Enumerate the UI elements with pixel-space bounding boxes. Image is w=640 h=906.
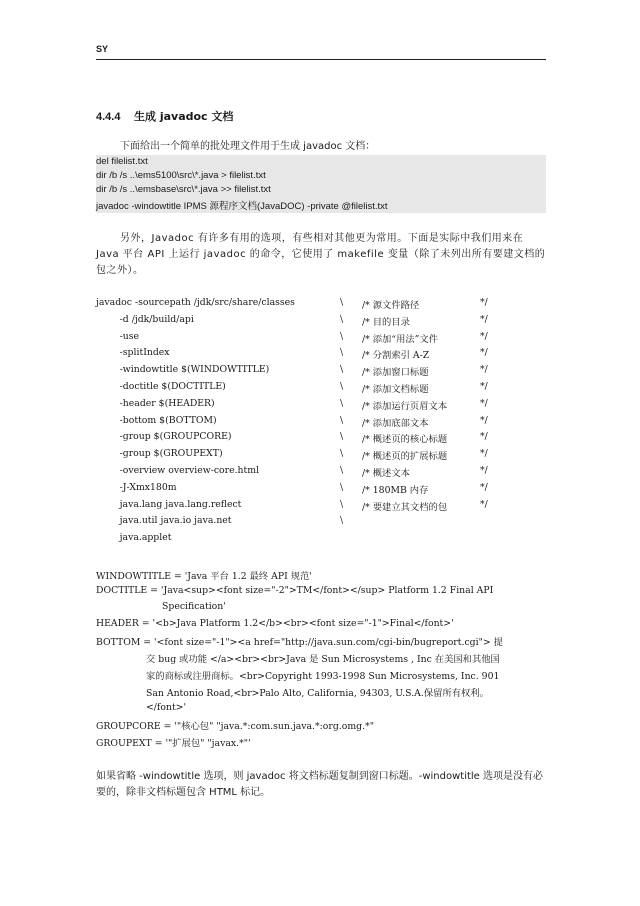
line-continuation: \ <box>340 347 344 359</box>
command-option: -overview overview-core.html <box>96 465 260 476</box>
line-continuation: \ <box>340 414 344 426</box>
option-comment: /* 添加运行页眉文本 <box>362 400 448 412</box>
comment-end: */ <box>480 431 488 443</box>
command-option: -d /jdk/build/api <box>96 313 194 325</box>
var-header: HEADER = '<b>Java Platform 1.2</b><br><font size="-1">Final</font>' <box>96 618 454 629</box>
comment-end: */ <box>480 448 488 460</box>
options-paragraph: 另外，Javadoc 有许多有用的选项，有些相对其他更为常用。下面是实际中我们用来在 Java 平台 API 上运行 javadoc 的命令，它使用了 makefile 变量（除了未列出所有要建文档的包之外）。 <box>96 233 546 276</box>
option-comment: /* 目的目录 <box>362 316 410 328</box>
option-comment: /* 源文件路径 <box>362 300 420 311</box>
option-comment: /* 添加底部文本 <box>362 417 429 429</box>
header-rule <box>96 59 546 60</box>
option-comment: /* 添加文档标题 <box>362 384 429 395</box>
option-comment: /* 180MB 内存 <box>362 484 429 496</box>
command-option: javadoc -sourcepath /jdk/src/share/classes <box>96 297 295 308</box>
command-option: -header $(HEADER) <box>96 397 215 409</box>
var-groupext: GROUPEXT = '"扩展包" "javax.*"' <box>96 738 251 749</box>
running-header: SY <box>96 44 109 54</box>
line-continuation: \ <box>340 498 344 510</box>
option-comment: /* 概述页的扩展标题 <box>362 451 448 463</box>
option-comment: /* 添加窗口标题 <box>362 367 429 379</box>
command-option: -group $(GROUPCORE) <box>96 431 232 443</box>
option-comment: /* 概述文本 <box>362 468 410 479</box>
comment-end: */ <box>480 313 488 325</box>
comment-end: */ <box>480 498 488 510</box>
comment-end: */ <box>480 347 488 359</box>
line-continuation: \ <box>340 313 344 325</box>
var-doctitle-cont: Specification' <box>162 601 226 612</box>
var-groupcore: GROUPCORE = '"核心包" "java.*:com.sun.java.*:org.omg.*" <box>96 721 374 732</box>
line-continuation: \ <box>340 431 344 443</box>
batch-line: del filelist.txt <box>96 156 148 167</box>
intro-paragraph: 下面给出一个简单的批处理文件用于生成 javadoc 文档： <box>120 141 376 152</box>
var-bottom: BOTTOM = '<font size="-1"><a href="http://java.sun.com/cgi-bin/bugreport.cgi"> 提 <box>96 637 503 648</box>
command-option: -doctitle $(DOCTITLE) <box>96 381 226 392</box>
comment-end: */ <box>480 381 488 392</box>
command-option: -bottom $(BOTTOM) <box>96 414 217 426</box>
var-bottom-cont: San Antonio Road,<br>Palo Alto, California, 94303, U.S.A.保留所有权利。 <box>146 688 489 699</box>
option-comment: /* 分割索引 A-Z <box>362 350 430 362</box>
command-option: java.lang java.lang.reflect <box>96 498 242 510</box>
batch-line: dir /b /s ..\ems5100\src\*.java > filelist.txt <box>96 170 266 181</box>
line-continuation: \ <box>340 381 344 392</box>
line-continuation: \ <box>340 465 344 476</box>
command-option: java.util java.io java.net <box>96 515 232 527</box>
option-comment: /* 添加“用法”文件 <box>362 333 439 345</box>
option-comment: /* 概述页的核心标题 <box>362 434 448 446</box>
comment-end: */ <box>480 397 488 409</box>
var-windowtitle: WINDOWTITLE = 'Java 平台 1.2 最终 API 规范' <box>96 571 312 582</box>
section-number: 4.4.4 <box>96 111 121 123</box>
comment-end: */ <box>480 414 488 426</box>
comment-end: */ <box>480 465 488 476</box>
option-comment: /* 要建立其文档的包 <box>362 501 448 513</box>
line-continuation: \ <box>340 515 344 527</box>
command-option: -group $(GROUPEXT) <box>96 448 223 460</box>
var-bottom-cont: </font>' <box>146 702 187 713</box>
var-bottom-cont: 交 bug 或功能 </a><br><br>Java 是 Sun Microsystems , Inc 在美国和其他国 <box>146 654 500 665</box>
line-continuation: \ <box>340 397 344 409</box>
section-title: 生成 javadoc 文档 <box>134 110 234 123</box>
command-option: -J-Xmx180m <box>96 481 177 493</box>
batch-line: dir /b /s ..\emsbase\src\*.java >> filelist.txt <box>96 184 271 195</box>
command-option: -use <box>96 330 140 342</box>
line-continuation: \ <box>340 297 344 308</box>
command-option: java.applet <box>96 532 172 544</box>
comment-end: */ <box>480 297 488 308</box>
batch-file-block <box>96 155 546 213</box>
windowtitle-note-paragraph: 如果省略 -windowtitle 选项，则 javadoc 将文档标题复制到窗口标题。-windowtitle 选项是没有必要的，除非文档标题包含 HTML 标记。 <box>96 771 544 798</box>
var-doctitle: DOCTITLE = 'Java<sup><font size="-2">TM</font></sup> Platform 1.2 Final API <box>96 585 494 596</box>
batch-line: javadoc -windowtitle IPMS 源程序文档(JavaDOC) -private @filelist.txt <box>96 201 388 212</box>
line-continuation: \ <box>340 448 344 460</box>
comment-end: */ <box>480 364 488 376</box>
comment-end: */ <box>480 330 488 342</box>
line-continuation: \ <box>340 330 344 342</box>
command-option: -windowtitle $(WINDOWTITLE) <box>96 364 270 376</box>
command-option: -splitIndex <box>96 347 170 359</box>
line-continuation: \ <box>340 364 344 376</box>
var-bottom-cont: 家的商标或注册商标。<br>Copyright 1993-1998 Sun Microsystems, Inc. 901 <box>146 671 500 682</box>
section-heading <box>96 108 233 124</box>
line-continuation: \ <box>340 481 344 493</box>
comment-end: */ <box>480 481 488 493</box>
